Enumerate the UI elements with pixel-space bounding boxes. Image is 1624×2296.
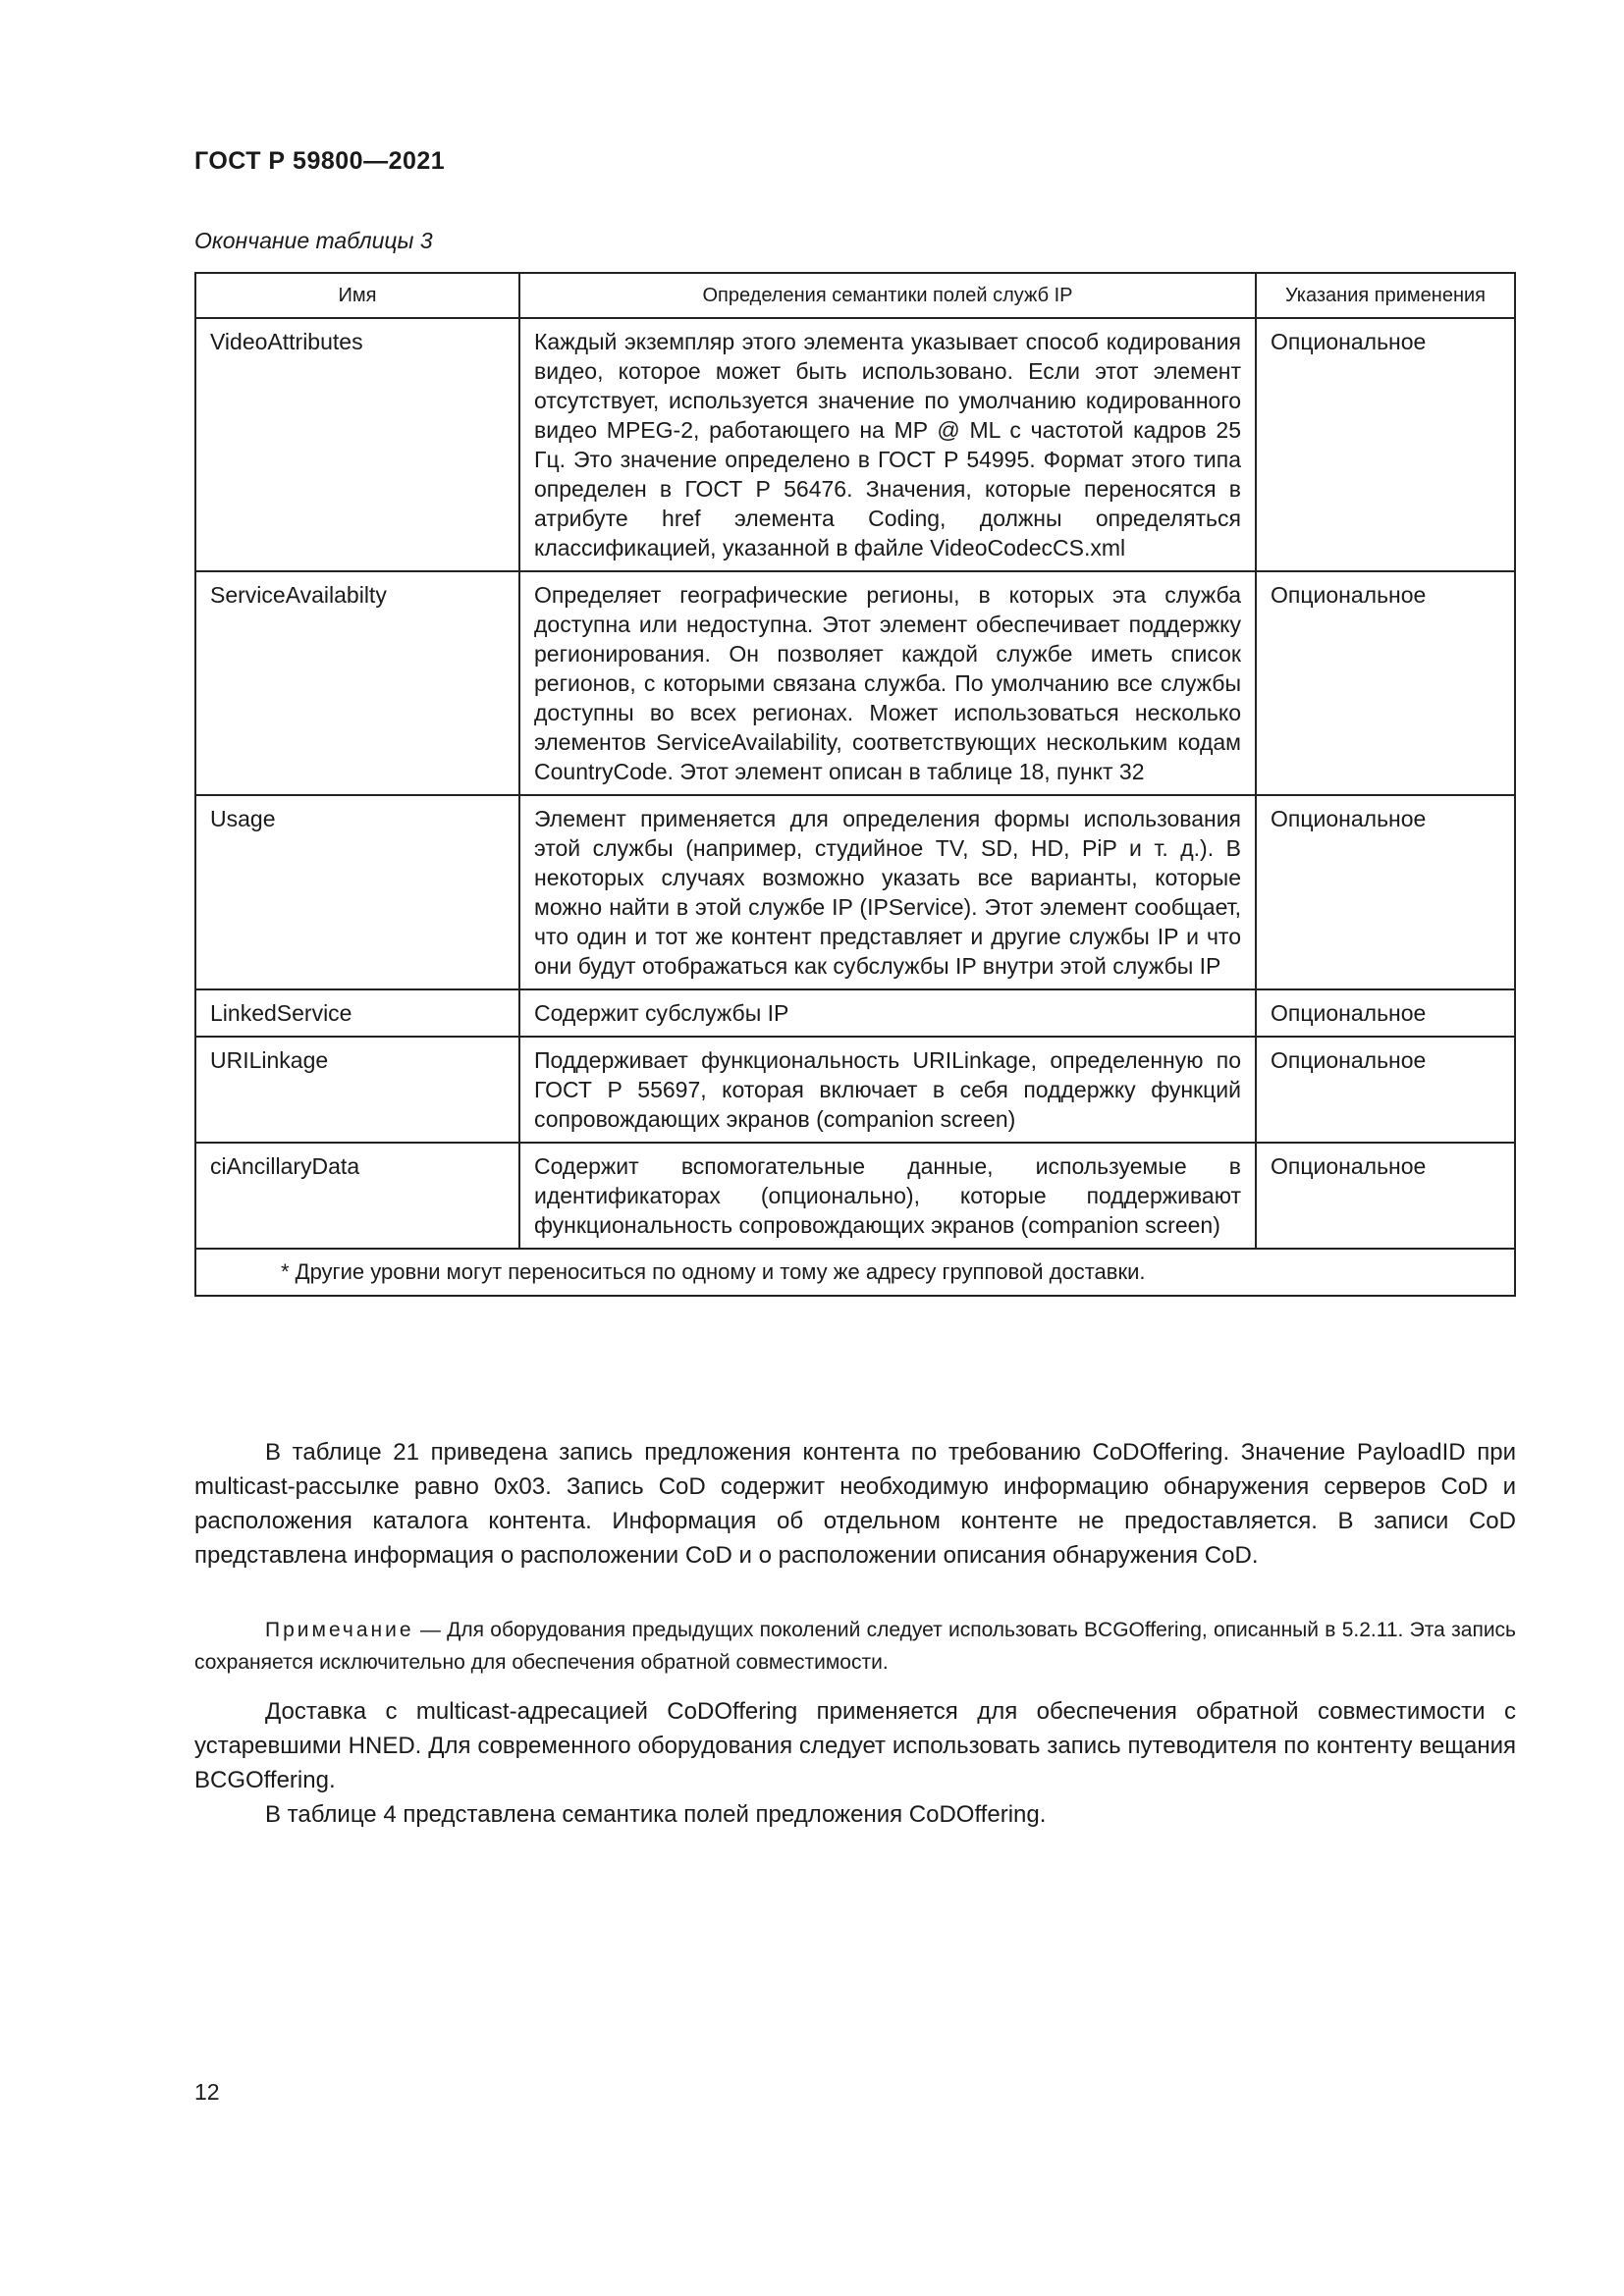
note-paragraph <box>194 1614 1516 1679</box>
cell-usage: Опциональное <box>1256 989 1515 1037</box>
column-header-usage: Указания применения <box>1256 273 1515 318</box>
table-row <box>195 1143 1515 1249</box>
table-row <box>195 318 1515 571</box>
cell-name: VideoAttributes <box>195 318 519 571</box>
cell-definition: Определяет географические регионы, в которых эта служба доступна или недоступна. Этот элемент обеспечивает поддержку регионирования. Он позволяет каждой службе иметь список регионов, с которыми связана служба. По умолчанию все службы доступны во всех регионах. Может использоваться несколько элементов ServiceAvailability, соответствующих нескольким кодам CountryCode. Этот элемент описан в таблице 18, пункт 32 <box>519 571 1256 795</box>
cell-definition: Поддерживает функциональность URILinkage, определенную по ГОСТ Р 55697, которая включает в себя поддержку функций сопровождающих экранов (companion screen) <box>519 1037 1256 1143</box>
table-footnote-row <box>195 1249 1515 1296</box>
semantics-table <box>194 272 1516 1297</box>
cell-definition: Содержит субслужбы IP <box>519 989 1256 1037</box>
paragraph-text: Доставка с multicast-адресацией CoDOffering применяется для обеспечения обратной совместимости с устаревшими HNED. Для современного оборудования следует использовать запись путеводителя по контенту вещания BCGOffering. <box>194 1698 1516 1793</box>
column-header-definition: Определения семантики полей служб IP <box>519 273 1256 318</box>
body-paragraph-1 <box>194 1435 1516 1573</box>
cell-usage: Опциональное <box>1256 318 1515 571</box>
table-caption: Окончание таблицы 3 <box>194 228 433 253</box>
cell-usage: Опциональное <box>1256 571 1515 795</box>
column-header-name: Имя <box>195 273 519 318</box>
cell-usage: Опциональное <box>1256 1037 1515 1143</box>
table-row <box>195 571 1515 795</box>
cell-name: Usage <box>195 795 519 989</box>
page-number: 12 <box>194 2079 220 2105</box>
note-label: Примечание <box>265 1619 414 1641</box>
cell-name: LinkedService <box>195 989 519 1037</box>
cell-usage: Опциональное <box>1256 795 1515 989</box>
cell-definition: Элемент применяется для определения формы использования этой службы (например, студийное TV, SD, HD, PiP и т. д.). В некоторых случаях возможно указать все варианты, которые можно найти в этой службе IP (IPService). Этот элемент сообщает, что один и тот же контент представляет и другие службы IP и что они будут отображаться как субслужбы IP внутри этой службы IP <box>519 795 1256 989</box>
body-paragraph-2 <box>194 1694 1516 1797</box>
cell-name: ciAncillaryData <box>195 1143 519 1249</box>
note-text: — Для оборудования предыдущих поколений следует использовать BCGOffering, описанный в 5.2.11. Эта запись сохраняется исключительно для обеспечения обратной совместимости. <box>194 1619 1516 1674</box>
cell-name: URILinkage <box>195 1037 519 1143</box>
body-paragraph-3 <box>194 1797 1516 1832</box>
paragraph-text: В таблице 21 приведена запись предложения контента по требованию CoDOffering. Значение PayloadID при multicast-рассылке равно 0x03. Запись CoD содержит необходимую информацию обнаружения серверов CoD и расположения каталога контента. Информация об отдельном контенте не предоставляется. В записи CoD представлена информация о расположении CoD и о расположении описания обнаружения CoD. <box>194 1439 1516 1569</box>
table-row <box>195 795 1515 989</box>
document-code: ГОСТ Р 59800—2021 <box>194 147 446 175</box>
cell-name: ServiceAvailabilty <box>195 571 519 795</box>
paragraph-text: В таблице 4 представлена семантика полей предложения CoDOffering. <box>265 1801 1047 1828</box>
table-footnote: * Другие уровни могут переноситься по одному и тому же адресу групповой доставки. <box>195 1249 1515 1296</box>
table-row <box>195 989 1515 1037</box>
table-row <box>195 1037 1515 1143</box>
cell-definition: Каждый экземпляр этого элемента указывает способ кодирования видео, которое может быть использовано. Если этот элемент отсутствует, используется значение по умолчанию кодированного видео MPEG-2, работающего на MP @ ML с частотой кадров 25 Гц. Это значение определено в ГОСТ Р 54995. Формат этого типа определен в ГОСТ Р 56476. Значения, которые переносятся в атрибуте href элемента Coding, должны определяться классификацией, указанной в файле VideoCodecCS.xml <box>519 318 1256 571</box>
cell-definition: Содержит вспомогательные данные, используемые в идентификаторах (опционально), которые поддерживают функциональность сопровождающих экранов (companion screen) <box>519 1143 1256 1249</box>
cell-usage: Опциональное <box>1256 1143 1515 1249</box>
table-header-row <box>195 273 1515 318</box>
